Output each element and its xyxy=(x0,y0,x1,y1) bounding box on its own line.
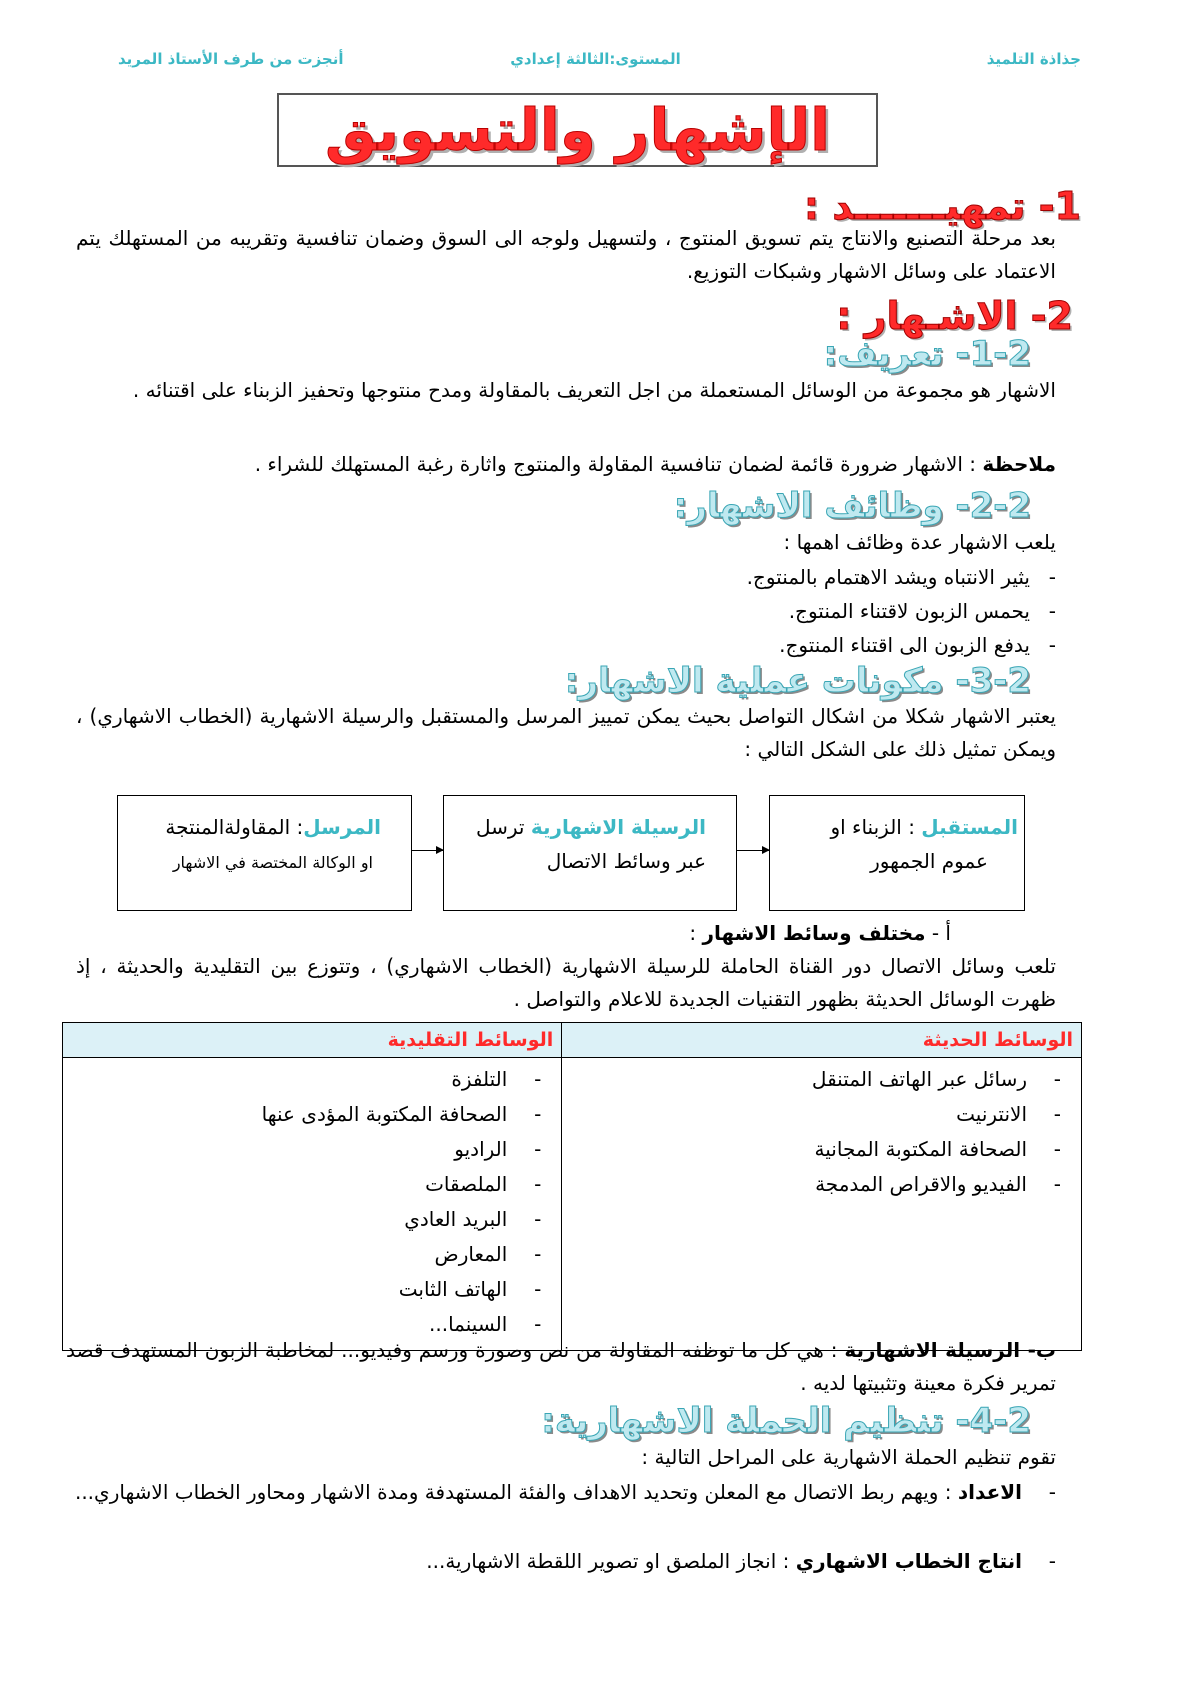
message-text: ترسل xyxy=(475,815,531,839)
campaign-stage-2: -انتاج الخطاب الاشهاري : انجاز الملصق او تصوير اللقطة الاشهارية... xyxy=(426,1549,1056,1573)
diagram-receiver-box xyxy=(769,795,1025,911)
receiver-label: المستقبل xyxy=(921,815,1018,839)
stage-1-text: : ويهم ربط الاتصال مع المعلن وتحديد الاهداف والفئة المستهدفة ومدة الاشهار ومحاور الخطاب الاشهاري... xyxy=(74,1480,958,1504)
intro-text: بعد مرحلة التصنيع والانتاج يتم تسويق المنتوج ، ولتسهيل ولوجه الى السوق وضمان تنافسية وتقريبه من المستهلك يتم الاعتماد على وسائل الاشهار وشبكات التوزيع. xyxy=(76,226,1056,283)
media-heading: أ - مختلف وسائط الاشهار : xyxy=(689,921,951,945)
header-level: المستوى:الثالثة إعدادي xyxy=(510,50,681,68)
list-item: -البريد العادي xyxy=(404,1207,542,1231)
heading-advertising: 2- الاشـهار : xyxy=(836,294,1073,338)
stage-2-label: انتاج الخطاب الاشهاري xyxy=(795,1549,1022,1573)
sender-text-2: او الوكالة المختصة في الاشهار xyxy=(172,853,373,872)
campaign-intro: تقوم تنظيم الحملة الاشهارية على المراحل التالية : xyxy=(641,1445,1056,1469)
message-definition xyxy=(66,1334,1056,1400)
media-heading-title: مختلف وسائط الاشهار xyxy=(702,921,926,945)
components-text: يعتبر الاشهار شكلا من اشكال التواصل بحيث يمكن تمييز المرسل والمستقبل والرسيلة الاشهارية (الخطاب الاشهاري) ، ويمكن تمثيل ذلك على الشكل التالي : xyxy=(76,704,1056,761)
traditional-media-header: الوسائط التقليدية xyxy=(63,1023,562,1058)
modern-media-cell xyxy=(562,1058,1082,1351)
list-item: -الانترنيت xyxy=(956,1102,1061,1126)
note-line xyxy=(255,448,1056,481)
media-table xyxy=(62,1022,1082,1351)
list-item: -الصحافة المكتوبة المجانية xyxy=(814,1137,1061,1161)
diagram-sender-box xyxy=(117,795,412,911)
functions-list xyxy=(747,560,1056,662)
traditional-media-cell xyxy=(63,1058,562,1351)
definition-text: الاشهار هو مجموعة من الوسائل المستعملة من اجل التعريف بالمقاولة ومدح منتوجها وتحفيز الزبناء على اقتنائه . xyxy=(132,378,1056,402)
diagram-message-box xyxy=(443,795,737,911)
message-definition-text: : هي كل ما توظفه المقاولة من نص وصورة ورسم وفيديو... لمخاطبة الزبون المستهدف قصد تمرير فكرة معينة وتثبيتها لديه . xyxy=(66,1338,1056,1395)
list-item: -المعارض xyxy=(434,1242,542,1266)
receiver-text-2: عموم الجمهور xyxy=(870,849,988,873)
sender-label: المرسل xyxy=(303,815,381,839)
list-item: -السينما... xyxy=(429,1312,542,1336)
heading-functions: 2-2- وظائف الاشهار: xyxy=(673,486,1031,526)
list-item: -الراديو xyxy=(454,1137,542,1161)
campaign-stage-1: - الاعداد : ويهم ربط الاتصال مع المعلن وتحديد الاهداف والفئة المستهدفة ومدة الاشهار ومحاور الخطاب الاشهاري... xyxy=(74,1480,1056,1504)
stage-2-text: : انجاز الملصق او تصوير اللقطة الاشهارية... xyxy=(426,1549,796,1573)
receiver-text: : الزبناء او xyxy=(830,815,922,839)
list-item: -الفيديو والاقراص المدمجة xyxy=(815,1172,1061,1196)
header-author: أنجزت من طرف الأستاذ المريد xyxy=(118,50,344,68)
list-item: -يثير الانتباه ويشد الاهتمام بالمنتوج. xyxy=(746,565,1056,589)
list-item: -رسائل عبر الهاتف المتنقل xyxy=(811,1067,1061,1091)
arrow-message-to-receiver xyxy=(737,850,769,851)
message-label: الرسيلة الاشهارية xyxy=(530,815,706,839)
stage-1-label: الاعداد xyxy=(957,1480,1022,1504)
list-item: -التلفزة xyxy=(451,1067,542,1091)
list-item: -الصحافة المكتوبة المؤدى عنها xyxy=(261,1102,542,1126)
note-text: : الاشهار ضرورة قائمة لضمان تنافسية المقاولة والمنتوج واثارة رغبة المستهلك للشراء . xyxy=(254,452,977,476)
list-item: -يدفع الزبون الى اقتناء المنتوج. xyxy=(779,633,1056,657)
heading-campaign: 4-2- تنظيم الحملة الاشهارية: xyxy=(541,1401,1031,1441)
list-item: -الهاتف الثابت xyxy=(398,1277,542,1301)
message-text-2: عبر وسائط الاتصال xyxy=(546,849,706,873)
message-definition-label: ب- الرسيلة الاشهارية xyxy=(844,1338,1056,1362)
arrow-sender-to-message xyxy=(412,850,443,851)
heading-components: 3-2- مكونات عملية الاشهار: xyxy=(564,661,1031,701)
title-box xyxy=(277,93,878,167)
header-student-sheet: جذاذة التلميذ xyxy=(986,50,1081,68)
note-label: ملاحظة xyxy=(982,452,1056,476)
list-item: -يحمس الزبون لاقتناء المنتوج. xyxy=(788,599,1056,623)
heading-definition: 1-2- تعريف: xyxy=(823,334,1031,374)
list-item: -الملصقات xyxy=(425,1172,542,1196)
page-title: الإشهار والتسويق xyxy=(325,96,830,164)
modern-media-header: الوسائط الحديثة xyxy=(562,1023,1082,1058)
functions-intro: يلعب الاشهار عدة وظائف اهمها : xyxy=(783,530,1056,554)
media-text: تلعب وسائل الاتصال دور القناة الحاملة للرسيلة الاشهارية (الخطاب الاشهاري) ، وتتوزع بين التقليدية والحديثة ، إذ ظهرت الوسائل الحديثة بظهور التقنيات الجديدة للاعلام والتواصل . xyxy=(76,954,1056,1011)
sender-text: : المقاولةالمنتجة xyxy=(165,815,304,839)
heading-intro: 1- تمهيـــــــد : xyxy=(803,184,1081,228)
